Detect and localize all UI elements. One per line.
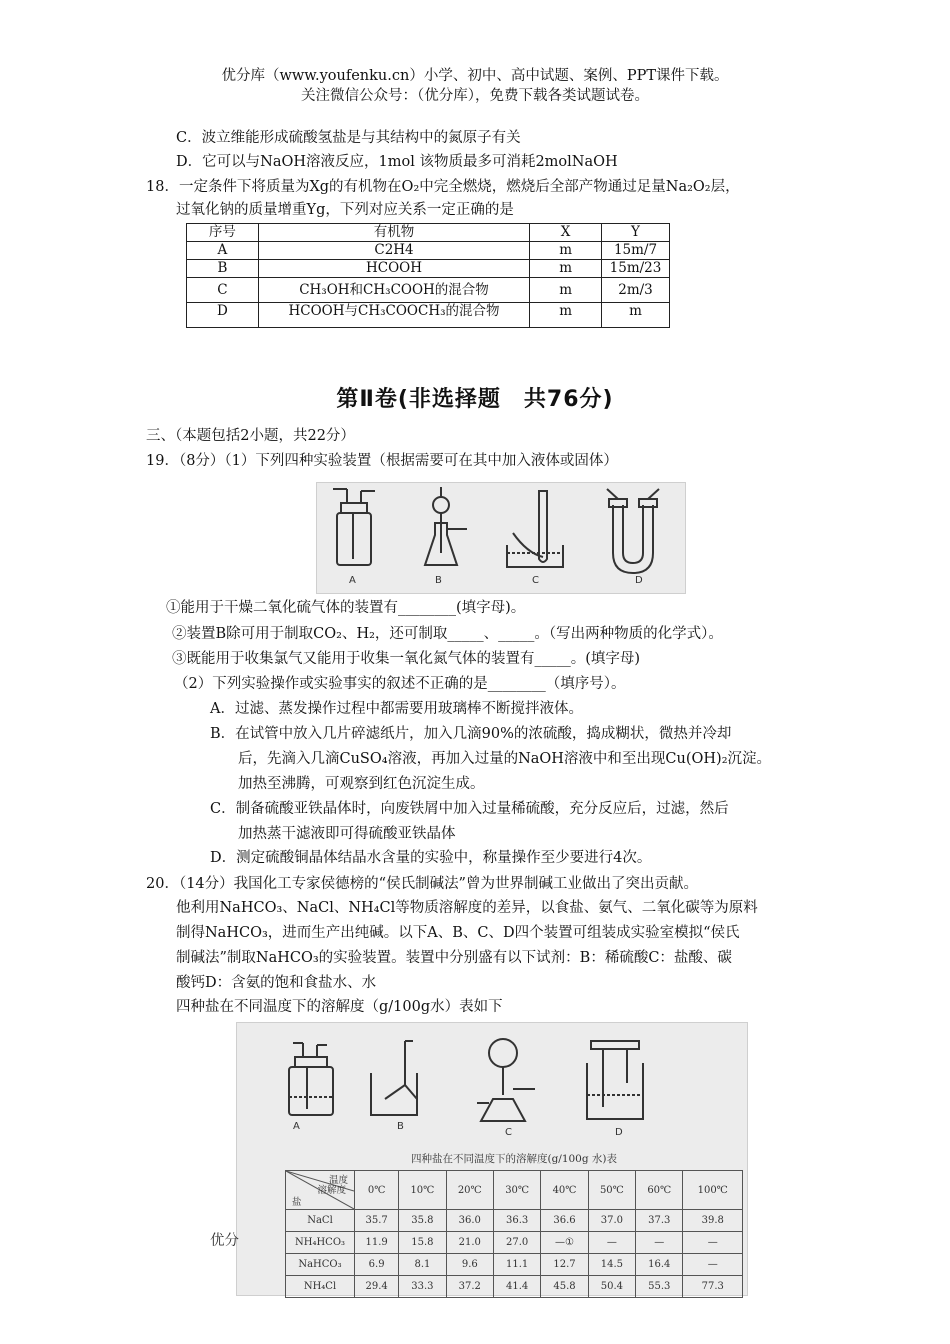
- solubility-cell: 50.4: [588, 1276, 635, 1298]
- solubility-cell: 77.3: [683, 1276, 743, 1298]
- q18-header-cell: Y: [602, 224, 670, 242]
- temp-header-cell: 100℃: [683, 1171, 743, 1210]
- q20-line5: 酸钙D：含氨的饱和食盐水、水: [176, 975, 377, 991]
- solubility-cell: 39.8: [683, 1210, 743, 1232]
- q19-option-b-line2: 后，先滴入几滴CuSO₄溶液，再加入过量的NaOH溶液中和至出现Cu(OH)₂沉淀。: [238, 751, 772, 767]
- salt-name-cell: NaHCO₃: [286, 1254, 355, 1276]
- solubility-cell: 14.5: [588, 1254, 635, 1276]
- q18-header-cell: 有机物: [258, 224, 529, 242]
- q20-apparatus-drawing: [237, 1023, 747, 1143]
- q19-option-d: D．测定硫酸铜晶体结晶水含量的实验中，称量操作至少要进行4次。: [210, 850, 652, 866]
- solubility-cell: —①: [541, 1232, 588, 1254]
- solubility-row: [286, 1210, 743, 1232]
- q18-cell: C: [187, 278, 259, 303]
- solubility-cell: 37.3: [636, 1210, 683, 1232]
- q19-option-c-line1: C．制备硫酸亚铁晶体时，向废铁屑中加入过量稀硫酸，充分反应后，过滤，然后: [210, 801, 729, 817]
- site-header-line2: 关注微信公众号：（优分库），免费下载各类试题试卷。: [301, 88, 649, 104]
- q18-cell: m: [602, 303, 670, 328]
- q20-line1: 20．（14分）我国化工专家侯德榜的“侯氏制碱法”曾为世界制碱工业做出了突出贡献。: [146, 876, 698, 892]
- q18-cell: m: [530, 303, 602, 328]
- part3-heading: 三、（本题包括2小题，共22分）: [146, 428, 355, 444]
- temp-header-cell: 20℃: [446, 1171, 493, 1210]
- q17-option-c: C．波立维能形成硫酸氢盐是与其结构中的氮原子有关: [176, 130, 521, 146]
- solubility-cell: 35.7: [355, 1210, 399, 1232]
- salt-name-cell: NaCl: [286, 1210, 355, 1232]
- q20-apparatus-image: [236, 1022, 748, 1296]
- solubility-cell: 55.3: [636, 1276, 683, 1298]
- footer-watermark-fragment: 优分: [210, 1233, 239, 1249]
- solubility-cell: 41.4: [493, 1276, 540, 1298]
- q18-cell: 15m/7: [602, 242, 670, 260]
- q18-cell: 15m/23: [602, 260, 670, 278]
- q18-cell: HCOOH与CH₃COOCH₃的混合物: [258, 303, 529, 328]
- q18-table-row: [187, 260, 670, 278]
- q18-cell: HCOOH: [258, 260, 529, 278]
- temp-header-cell: 0℃: [355, 1171, 399, 1210]
- q19-sub3: ③既能用于收集氯气又能用于收集一氧化氮气体的装置有_____。(填字母): [172, 651, 641, 667]
- q18-header-cell: X: [530, 224, 602, 242]
- solubility-cell: 29.4: [355, 1276, 399, 1298]
- section2-title: 第Ⅱ卷(非选择题 共76分): [336, 387, 614, 412]
- q18-cell: A: [187, 242, 259, 260]
- q18-cell: 2m/3: [602, 278, 670, 303]
- solubility-cell: 9.6: [446, 1254, 493, 1276]
- site-header-line1: 优分库（www.youfenku.cn）小学、初中、高中试题、案例、PPT课件下载。: [221, 68, 729, 84]
- q18-cell: m: [530, 242, 602, 260]
- salt-name-cell: NH₄Cl: [286, 1276, 355, 1298]
- q18-table-header: [187, 224, 670, 242]
- solubility-cell: —: [636, 1232, 683, 1254]
- q20-apparatus-label: D: [615, 1127, 623, 1138]
- solubility-cell: 37.2: [446, 1276, 493, 1298]
- solubility-cell: 11.1: [493, 1254, 540, 1276]
- solubility-cell: 15.8: [399, 1232, 446, 1254]
- q19-apparatus-label: B: [435, 575, 442, 586]
- solubility-cell: 12.7: [541, 1254, 588, 1276]
- solubility-cell: —: [683, 1254, 743, 1276]
- q19-option-b-line3: 加热至沸腾，可观察到红色沉淀生成。: [238, 776, 485, 792]
- q18-cell: m: [530, 260, 602, 278]
- solubility-table-block: [285, 1151, 743, 1298]
- temp-header-cell: 60℃: [636, 1171, 683, 1210]
- q19-intro: 19．（8分）（1）下列四种实验装置（根据需要可在其中加入液体或固体）: [146, 453, 618, 469]
- temp-header-cell: 10℃: [399, 1171, 446, 1210]
- corner-salt-label: 盐: [292, 1197, 302, 1208]
- q20-line6: 四种盐在不同温度下的溶解度（g/100g水）表如下: [176, 999, 503, 1015]
- q17-option-d: D．它可以与NaOH溶液反应，1mol 该物质最多可消耗2molNaOH: [176, 154, 618, 170]
- q18-header-cell: 序号: [187, 224, 259, 242]
- q19-apparatus-image: [316, 482, 686, 594]
- q19-apparatus-label: A: [349, 575, 356, 586]
- solubility-table: [285, 1170, 743, 1298]
- solubility-corner-cell: [286, 1171, 355, 1210]
- q18-table-row: [187, 303, 670, 328]
- q19-part2: （2）下列实验操作或实验事实的叙述不正确的是________（填序号）。: [174, 676, 626, 692]
- q19-apparatus-label: C: [532, 575, 539, 586]
- q19-sub1: ①能用于干燥二氧化硫气体的装置有________(填字母)。: [166, 600, 526, 616]
- q19-apparatus-label: D: [635, 575, 643, 586]
- solubility-table-title: 四种盐在不同温度下的溶解度(g/100g 水)表: [410, 1153, 618, 1165]
- solubility-cell: 21.0: [446, 1232, 493, 1254]
- corner-solubility-label: 溶解度: [317, 1185, 346, 1196]
- solubility-cell: 36.3: [493, 1210, 540, 1232]
- q20-line3: 制得NaHCO₃，进而生产出纯碱。以下A、B、C、D四个装置可组装成实验室模拟“侯氏: [176, 925, 740, 941]
- solubility-cell: —: [588, 1232, 635, 1254]
- q18-cell: D: [187, 303, 259, 328]
- q20-line2: 他利用NaHCO₃、NaCl、NH₄Cl等物质溶解度的差异，以食盐、氨气、二氧化碳等为原料: [176, 900, 758, 916]
- solubility-row: [286, 1232, 743, 1254]
- solubility-cell: 6.9: [355, 1254, 399, 1276]
- solubility-cell: 36.0: [446, 1210, 493, 1232]
- q19-option-a: A．过滤、蒸发操作过程中都需要用玻璃棒不断搅拌液体。: [210, 701, 583, 717]
- solubility-cell: 36.6: [541, 1210, 588, 1232]
- solubility-cell: 33.3: [399, 1276, 446, 1298]
- temp-header-cell: 40℃: [541, 1171, 588, 1210]
- solubility-cell: —: [683, 1232, 743, 1254]
- solubility-cell: 11.9: [355, 1232, 399, 1254]
- q19-sub2: ②装置B除可用于制取CO₂、H₂，还可制取_____、_____。（写出两种物质的化学式）。: [172, 626, 723, 642]
- q20-apparatus-label: C: [505, 1127, 512, 1138]
- q18-stem-line1: 18．一定条件下将质量为Xg的有机物在O₂中完全燃烧，燃烧后全部产物通过足量Na₂O₂层，: [146, 179, 740, 195]
- q18-table-row: [187, 242, 670, 260]
- solubility-row: [286, 1276, 743, 1298]
- solubility-header-row: [286, 1171, 743, 1210]
- temp-header-cell: 50℃: [588, 1171, 635, 1210]
- solubility-cell: 16.4: [636, 1254, 683, 1276]
- q20-line4: 制碱法”制取NaHCO₃的实验装置。装置中分别盛有以下试剂：B：稀硫酸C：盐酸、碳: [176, 950, 732, 966]
- solubility-cell: 45.8: [541, 1276, 588, 1298]
- q18-cell: m: [530, 278, 602, 303]
- q18-cell: B: [187, 260, 259, 278]
- q18-cell: C2H4: [258, 242, 529, 260]
- q18-table: [186, 223, 670, 328]
- q18-table-row: [187, 278, 670, 303]
- solubility-row: [286, 1254, 743, 1276]
- q19-apparatus-drawing: [317, 483, 685, 593]
- q18-stem-line2: 过氧化钠的质量增重Yg，下列对应关系一定正确的是: [176, 202, 514, 218]
- solubility-cell: 35.8: [399, 1210, 446, 1232]
- solubility-cell: 8.1: [399, 1254, 446, 1276]
- temp-header-cell: 30℃: [493, 1171, 540, 1210]
- q20-apparatus-label: A: [293, 1121, 300, 1132]
- q19-option-b-line1: B．在试管中放入几片碎滤纸片，加入几滴90%的浓硫酸，捣成糊状，微热并冷却: [210, 726, 732, 742]
- q19-option-c-line2: 加热蒸干滤液即可得硫酸亚铁晶体: [238, 826, 456, 842]
- q20-apparatus-label: B: [397, 1121, 404, 1132]
- q18-cell: CH₃OH和CH₃COOH的混合物: [258, 278, 529, 303]
- solubility-cell: 37.0: [588, 1210, 635, 1232]
- salt-name-cell: NH₄HCO₃: [286, 1232, 355, 1254]
- solubility-cell: 27.0: [493, 1232, 540, 1254]
- corner-temp-label: 温度: [328, 1175, 348, 1186]
